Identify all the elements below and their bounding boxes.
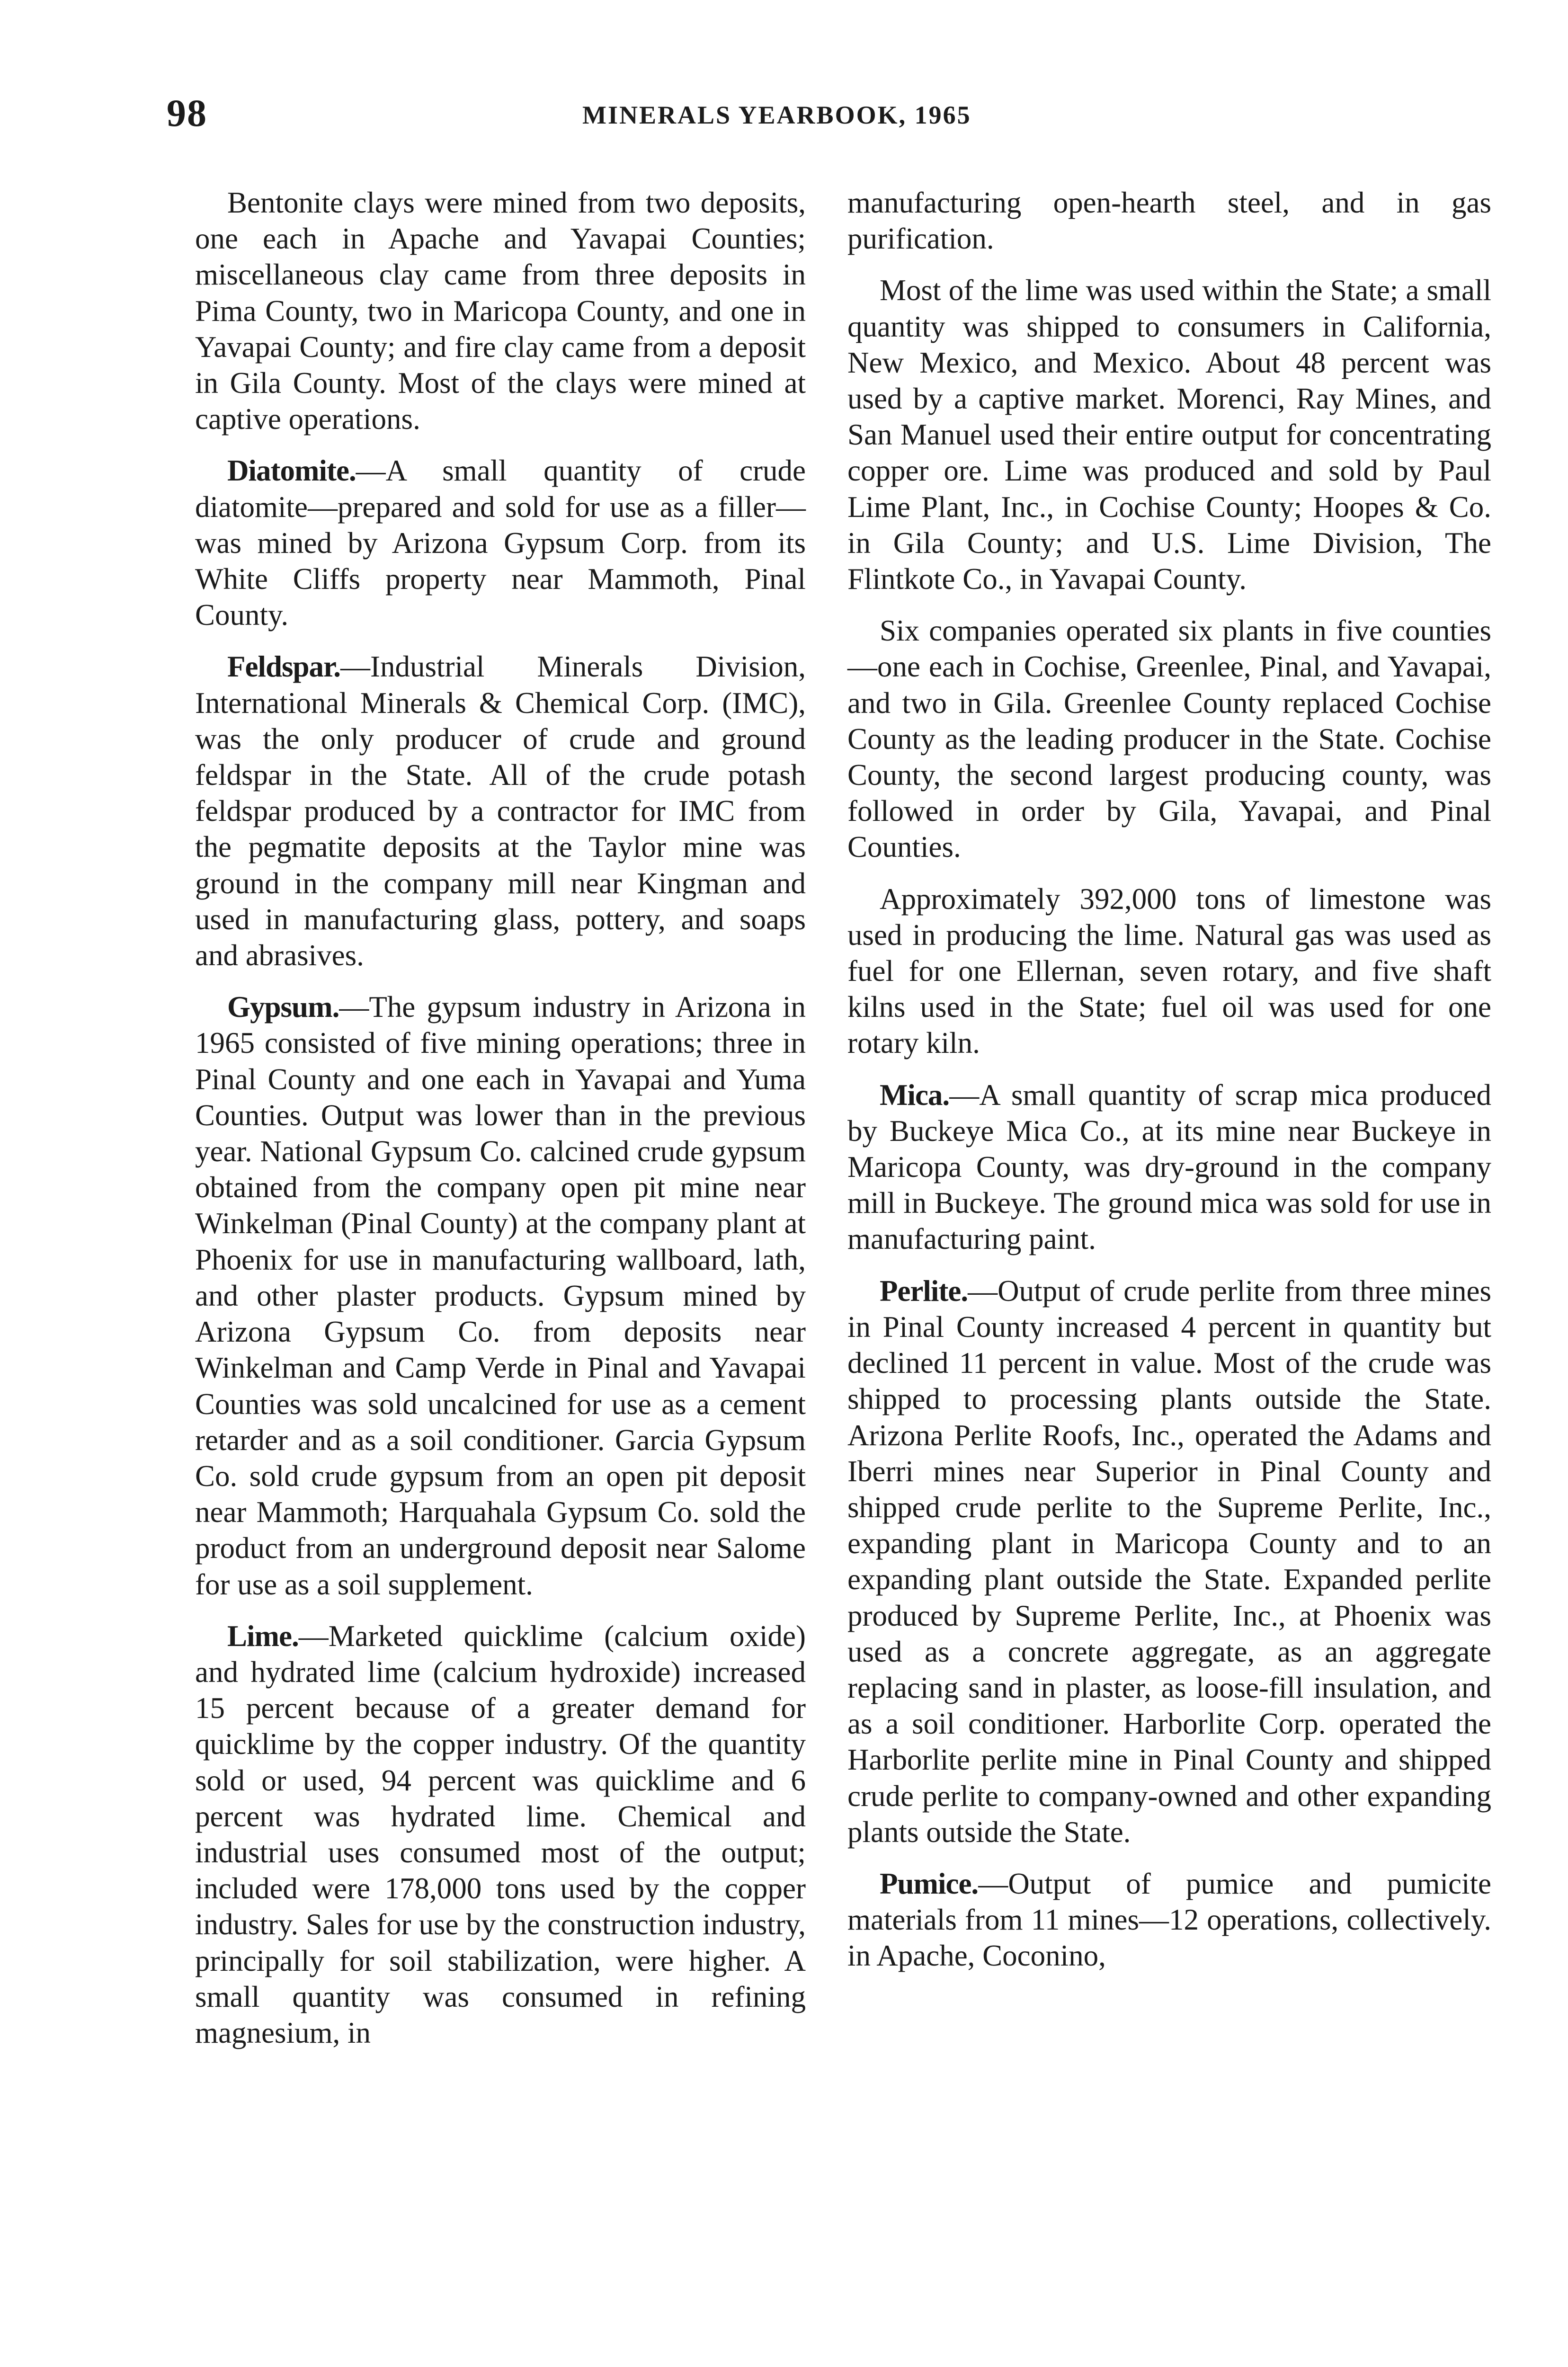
paragraph-text: —Output of crude perlite from three mines in Pinal County increased 4 percent in quantity but declined 11 percent in value. Most of the crude was shipped to processing plants outside the State. Arizona Perlite Roofs, Inc., operated the Adams and Iberri mines near Superior in Pinal County and shipped crude perlite to the Supreme Perlite, Inc., expanding plant in Maricopa County and to an expanding plant outside the State. Expanded perlite produced by Supreme Perlite, Inc., at Phoenix was used as a concrete aggregate, as an aggregate replacing sand in plaster, as loose-fill insulation, and as a soil conditioner. Harborlite Corp. operated the Harborlite perlite mine in Pinal County and shipped crude perlite to company-owned and other expanding plants outside the State.	[847, 1274, 1491, 1849]
paragraph-text: —The gypsum industry in Arizona in 1965 consisted of five mining operations; three in Pinal County and one each in Yavapai and Yuma Counties. Output was lower than in the previous year. National Gypsum Co. calcined crude gypsum obtained from the company open pit mine near Winkelman (Pinal County) at the company plant at Phoenix for use in manufacturing wallboard, lath, and other plaster products. Gypsum mined by Arizona Gypsum Co. from deposits near Winkelman and Camp Verde in Pinal and Yavapai Counties was sold uncalcined for use as a cement retarder and as a soil conditioner. Garcia Gypsum Co. sold crude gypsum from an open pit deposit near Mammoth; Harquahala Gypsum Co. sold the product from an underground deposit near Salome for use as a soil supplement.	[195, 990, 806, 1601]
section-lead-diatomite: Diatomite.	[227, 454, 356, 488]
section-lead-lime: Lime.	[227, 1619, 299, 1653]
running-title: MINERALS YEARBOOK, 1965	[582, 101, 971, 129]
paragraph-text: —Industrial Minerals Division, International Minerals & Chemical Corp. (IMC), was the only producer of crude and ground feldspar in the State. All of the crude potash feldspar produced by a contractor for IMC from the pegmatite deposits at the Taylor mine was ground in the company mill near Kingman and used in manufacturing glass, pottery, and soaps and abrasives.	[195, 650, 806, 972]
paragraph-lime-continued	[847, 185, 1491, 257]
right-column	[847, 185, 1491, 1990]
paragraph-mica	[847, 1077, 1491, 1257]
paragraph-text: Bentonite clays were mined from two deposits, one each in Apache and Yavapai Counties; miscellaneous clay came from three deposits in Pima County, two in Maricopa County, and one in Yavapai County; and fire clay came from a deposit in Gila County. Most of the clays were mined at captive operations.	[195, 186, 806, 436]
paragraph-limestone	[847, 881, 1491, 1061]
paragraph-text: —A small quantity of crude diatomite—prepared and sold for use as a filler—was mined by Arizona Gypsum Corp. from its White Cliffs property near Mammoth, Pinal County.	[195, 454, 806, 632]
paragraph-gypsum	[195, 989, 806, 1602]
paragraph-text: Most of the lime was used within the State; a small quantity was shipped to consumers in California, New Mexico, and Mexico. About 48 percent was used by a captive market. Morenci, Ray Mines, and San Manuel used their entire output for concentrating copper ore. Lime was produced and sold by Paul Lime Plant, Inc., in Cochise County; Hoopes & Co. in Gila County; and U.S. Lime Division, The Flintkote Co., in Yavapai County.	[847, 274, 1491, 596]
paragraph-text: Six companies operated six plants in five counties—one each in Cochise, Greenlee, Pinal, and Yavapai, and two in Gila. Greenlee County replaced Cochise County as the leading producer in the State. Cochise County, the second largest producing county, was followed in order by Gila, Yavapai, and Pinal Counties.	[847, 614, 1491, 864]
paragraph-lime	[195, 1618, 806, 2051]
paragraph-clays	[195, 185, 806, 437]
paragraph-text: manufacturing open-hearth steel, and in gas purification.	[847, 186, 1491, 256]
paragraph-lime-markets	[847, 272, 1491, 597]
left-column	[195, 185, 806, 2066]
paragraph-text: Approximately 392,000 tons of limestone was used in producing the lime. Natural gas was used as fuel for one Ellernan, seven rotary, and five shaft kilns used in the State; fuel oil was used for one rotary kiln.	[847, 882, 1491, 1060]
paragraph-lime-plants	[847, 613, 1491, 865]
section-lead-mica: Mica.	[880, 1078, 950, 1112]
paragraph-perlite	[847, 1273, 1491, 1850]
section-lead-pumice: Pumice.	[880, 1867, 979, 1900]
paragraph-diatomite	[195, 453, 806, 633]
paragraph-text: —Marketed quicklime (calcium oxide) and hydrated lime (calcium hydroxide) increased 15 percent because of a greater demand for quicklime by the copper industry. Of the quantity sold or used, 94 percent was quicklime and 6 percent was hydrated lime. Chemical and industrial uses consumed most of the output; included were 178,000 tons used by the copper industry. Sales for use by the construction industry, principally for soil stabilization, were higher. A small quantity was consumed in refining magnesium, in	[195, 1619, 806, 2049]
page-number: 98	[167, 91, 207, 134]
section-lead-perlite: Perlite.	[880, 1274, 968, 1308]
paragraph-pumice	[847, 1866, 1491, 1974]
paragraph-text: —A small quantity of scrap mica produced by Buckeye Mica Co., at its mine near Buckeye in Maricopa County, was dry-ground in the company mill in Buckeye. The ground mica was sold for use in manufacturing paint.	[847, 1078, 1491, 1256]
paragraph-feldspar	[195, 649, 806, 973]
section-lead-feldspar: Feldspar.	[227, 650, 340, 684]
section-lead-gypsum: Gypsum.	[227, 990, 339, 1024]
paragraph-text: —Output of pumice and pumicite materials from 11 mines—12 operations, collectively. in Apache, Coconino,	[847, 1867, 1491, 1973]
